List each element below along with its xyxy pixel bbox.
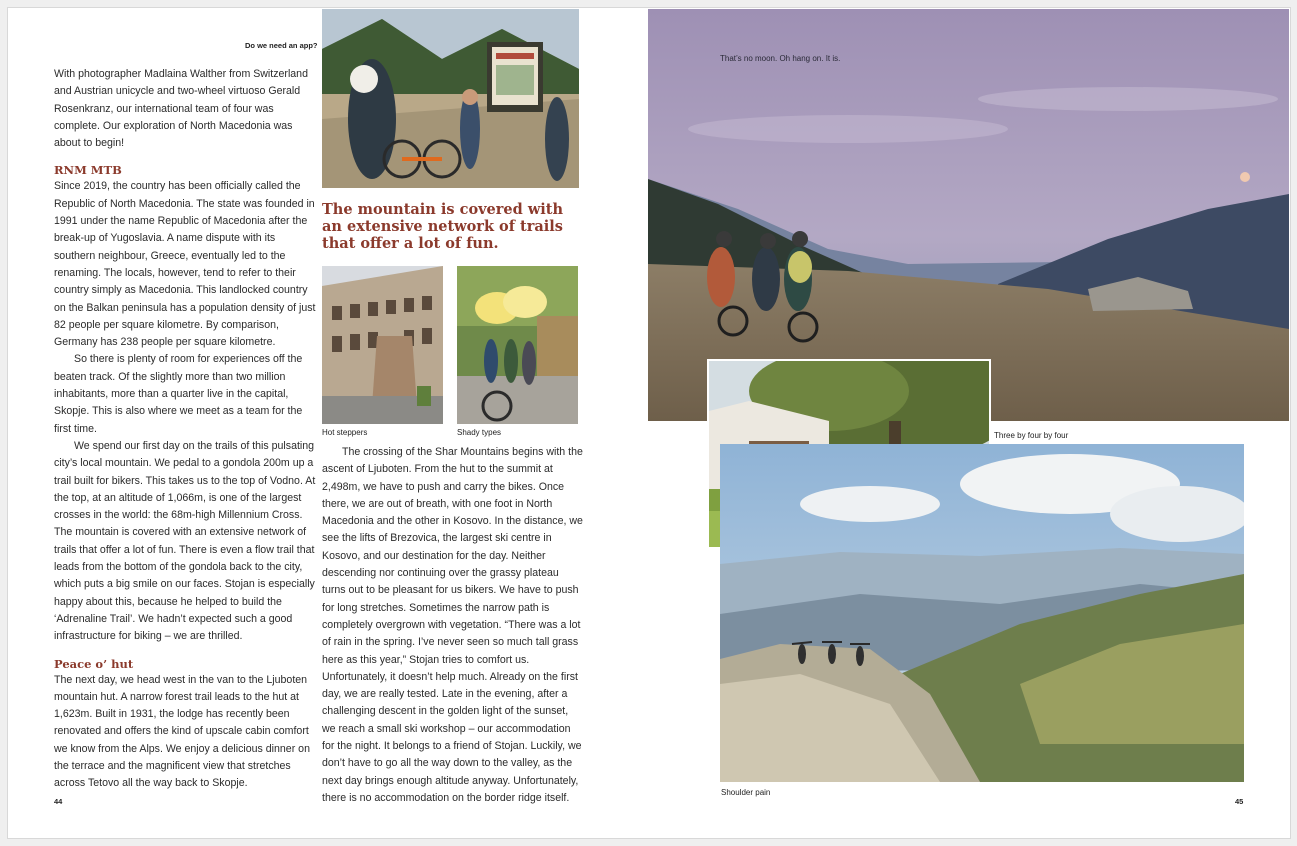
pullquote: The mountain is covered with an extensive network of trails that offer a lot of fun. [322, 201, 564, 252]
photo-trail-map [322, 9, 579, 188]
caption-shoulder-pain: Shoulder pain [721, 788, 771, 797]
page-number-right: 45 [1235, 797, 1244, 806]
paragraph: So there is plenty of room for experiences off the beaten track. Of the slightly more than two million inhabitants, more than a quarter live in the capital, Skopje. This is also where we meet as a team for the first time. [54, 353, 303, 435]
middle-column [322, 444, 584, 807]
photo-ridge [720, 444, 1244, 782]
page-number-left: 44 [54, 797, 63, 806]
paragraph: We spend our first day on the trails of this pulsating city’s local mountain. We pedal to a gondola 200m up a trail built for bikers. This takes us to the top of Vodno. At the top, at an altitude of 1,066m, is one of the largest crosses in the world: the 68m-high Millennium Cross. The mountain is covered with an extensive network of trails that offer a lot of fun. There is even a flow trail that leads from the bottom of the gondola back to the city, which puts a big smile on our faces. Stojan is especially happy about this, because he helped to build the ‘Adrenaline Trail’. We hadn’t expected such a good infrastructure for biking – we are thrilled. [54, 439, 316, 643]
caption-three-by-four: Three by four by four [994, 431, 1069, 440]
intro-paragraph: With photographer Madlaina Walther from Switzerland and Austrian unicycle and two-wheel virtuoso Gerald Rosenkranz, our international team of four was complete. Our exploration of North Macedonia was about to begin! [54, 68, 308, 150]
paragraph: The crossing of the Shar Mountains begins with the ascent of Ljuboten. From the hut to the summit at 2,498m, we have to push and carry the bikes. Once there, we are out of breath, with one foot in North Macedonia and the other in Kosovo. In the distance, we see the lifts of Brezovica, the largest ski centre in Kosovo, and our destination for the day. Neither descending nor continuing over the grassy plateau turns out to be pleasant for us bikers. We have to push for long stretches. Sometimes the narrow path is completely overgrown with vegetation. “There was a lot of rain in the spring. I’ve never seen so much tall grass here as this year,” Stojan tries to comfort us. Unfortunately, it doesn’t help much. Already on the first day, we are really tested. Late in the evening, after a challenging descent in the golden light of the sunset, we reach a small ski workshop – our accommodation for the night. It belongs to a friend of Stojan. Luckily, we don’t have to go all the way down to the valley, as the next day brings enough altitude anyway. Unfortunately, there is no accommodation on the border ridge itself. [322, 446, 583, 804]
photo-monastery [322, 266, 443, 424]
header-note: Do we need an app? [245, 41, 318, 50]
photo-moon-dusk [648, 9, 1289, 421]
left-column [54, 66, 316, 793]
paragraph: Since 2019, the country has been officially called the Republic of North Macedonia. The state was founded in 1991 under the name Republic of Macedonia after the break-up of Yugoslavia. A name dispute with its southern neighbour, Greece, eventually led to the renaming. The locals, however, tend to refer to their country simply as Macedonia. This landlocked country on the Balkan peninsula has a population density of just 82 people per square kilometre. By comparison, Germany has 238 people per square kilometre. [54, 180, 316, 349]
caption-moon: That’s no moon. Oh hang on. It is. [720, 54, 841, 63]
caption-shady-types: Shady types [457, 428, 502, 437]
magazine-spread [8, 8, 1290, 838]
photo-umbrellas [457, 266, 578, 424]
section-heading-rnm: RNM MTB [54, 163, 122, 178]
section-heading-hut: Peace o’ hut [54, 656, 134, 671]
caption-hot-steppers: Hot steppers [322, 428, 368, 437]
paragraph: The next day, we head west in the van to the Ljuboten mountain hut. A narrow forest trail leads to the hut at 1,623m. Built in 1931, the lodge has recently been renovated and offers the kind of upscale cabin comfort we know from the Alps. We enjoy a delicious dinner on the terrace and the magnificent view that stretches across Tetovo all the way back to Skopje. [54, 673, 310, 790]
